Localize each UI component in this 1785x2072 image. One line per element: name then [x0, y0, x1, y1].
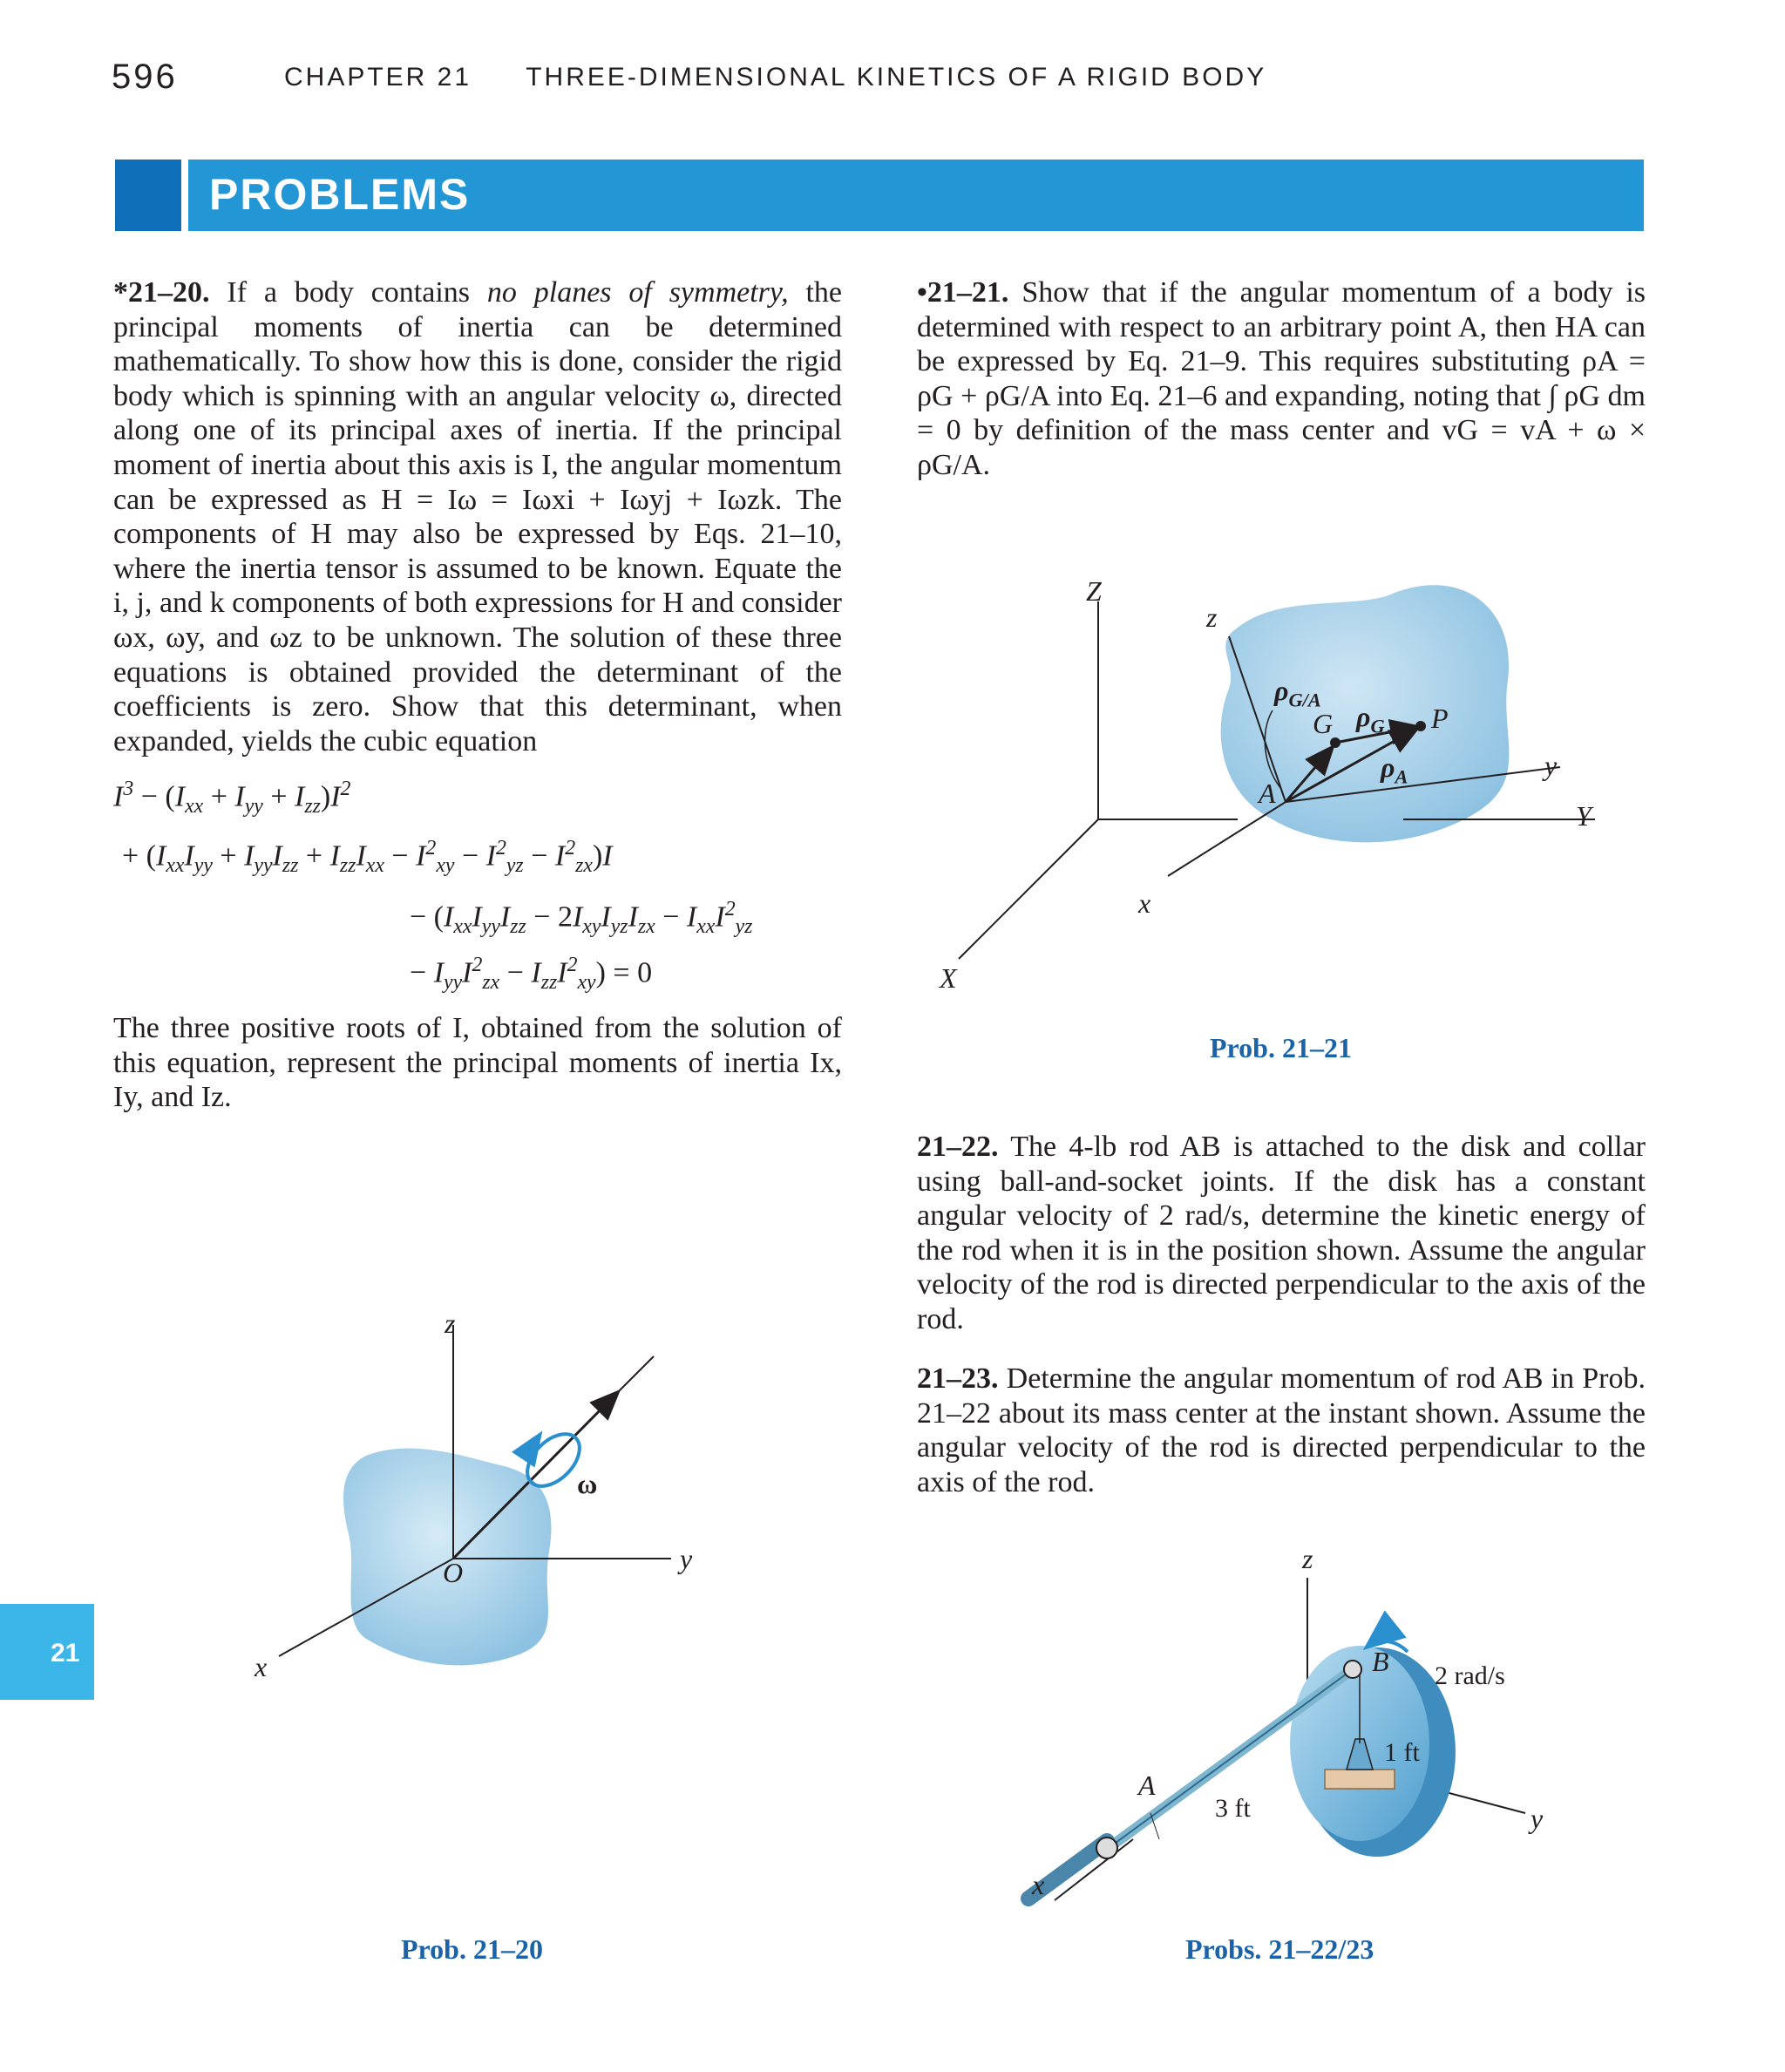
label-y: y — [680, 1543, 693, 1574]
label-z: z — [1302, 1543, 1313, 1574]
problem-text: Show that if the angular momentum of a body is determined with respect to an arbitrary point A, then HA can be expressed by Eq. 21–9. This requires substituting ρA = ρG + ρG/A into Eq. 21–6 and expanding, noting that ∫ ρG dm = 0 by definition of the mass center and vG = vA + ω × ρG/A. — [917, 276, 1646, 481]
problem-number: 21–23. — [917, 1362, 999, 1395]
label-rho-G: $\rho_G$ — [1356, 701, 1385, 737]
running-header — [284, 63, 1266, 92]
cubic-equation-line-2: + $(I_{xx}I_{yy} + I_{yy}I_{zz} + I_{zz}I_{xx} - I^2_{xy} - I^2_{yz} - I^2_{zx})I$ — [122, 837, 613, 878]
problem-number: *21–20. — [113, 276, 210, 309]
label-z: z — [445, 1308, 456, 1339]
problem-21-23 — [917, 1362, 1646, 1499]
label-A: A — [1259, 778, 1276, 809]
figure-21-20 — [261, 1325, 715, 1709]
label-G: G — [1313, 708, 1334, 739]
banner-title: PROBLEMS — [209, 170, 471, 219]
label-Y: Y — [1576, 800, 1592, 832]
problem-text: The 4-lb rod AB is attached to the disk and collar using ball-and-socket joints. If the disk has a constant angular velocity of 2 rad/s, determine the kinetic energy of the rod when it is in the position shown. Assume the angular velocity of the rod is directed perpendicular to the axis of the rod. — [917, 1131, 1646, 1335]
problem-number: •21–21. — [917, 276, 1009, 309]
cubic-equation-line-3: − ($I_{xx}I_{yy}I_{zz} - 2I_{xy}I_{yz}I_{zx} - I_{xx}I^2_{yz}$ — [410, 898, 753, 939]
figure-21-21 — [906, 558, 1673, 1029]
label-rho-G-A: $\rho_{G/A}$ — [1274, 675, 1321, 711]
label-y: y — [1544, 750, 1558, 781]
label-B: B — [1372, 1646, 1389, 1677]
caption-prob-21-21: Prob. 21–21 — [1210, 1032, 1352, 1063]
figure-21-22 — [1011, 1552, 1551, 1918]
label-P: P — [1431, 703, 1449, 734]
problem-text: If a body contains — [227, 276, 471, 309]
chapter-label: CHAPTER 21 — [284, 63, 472, 92]
chapter-side-tab — [0, 1604, 94, 1700]
label-X: X — [940, 962, 957, 994]
label-rod-length: 3 ft — [1215, 1794, 1251, 1823]
label-O: O — [443, 1557, 464, 1588]
chapter-title: THREE-DIMENSIONAL KINETICS OF A RIGID BODY — [526, 63, 1267, 92]
label-omega: ω — [577, 1468, 598, 1499]
label-rho-A: $\rho_A$ — [1381, 751, 1408, 788]
label-A: A — [1138, 1770, 1156, 1801]
problem-21-21 — [917, 275, 1646, 483]
problem-21-20 — [113, 275, 842, 758]
label-disk-radius: 1 ft — [1384, 1738, 1420, 1767]
cubic-equation-line-1: $I^3 - (I_{xx} + I_{yy} + I_{zz})I^2$ — [113, 778, 351, 819]
label-x: x — [1032, 1869, 1045, 1900]
page-number: 596 — [112, 58, 178, 96]
problem-number: 21–22. — [917, 1131, 999, 1163]
label-angular-rate: 2 rad/s — [1435, 1661, 1505, 1690]
problem-emphasis: no planes of symmetry, — [486, 276, 789, 309]
label-y: y — [1530, 1803, 1544, 1834]
banner-square — [115, 160, 181, 231]
caption-prob-21-20: Prob. 21–20 — [401, 1933, 543, 1965]
cubic-equation-line-4: − $I_{yy}I^2_{zx} - I_{zz}I^2_{xy}) = 0$ — [410, 954, 653, 995]
label-x: x — [1138, 887, 1151, 919]
problem-21-22 — [917, 1130, 1646, 1337]
problem-text-body: the principal moments of inertia can be determined mathematically. To show how this is done, consider the rigid body which is spinning with an angular velocity ω, directed along one of its principal axes of inertia. If the principal moment of inertia about this axis is I, the angular momentum can be expressed as H = Iω = Iωxi + Iωyj + Iωzk. The components of H may also be expressed by Eqs. 21–10, where the inertia tensor is assumed to be known. Equate the i, j, and k components of both expressions for H and consider ωx, ωy, and ωz to be unknown. The solution of these three equations is obtained provided the determinant of the coefficients is zero. Show that this determinant, when expanded, yields the cubic equation — [113, 276, 843, 757]
problem-21-20-conclusion: The three positive roots of I, obtained from the solution of this equation, represent the principal moments of inertia Ix, Iy, and Iz. — [113, 1012, 842, 1114]
label-x: x — [255, 1651, 268, 1682]
label-Z: Z — [1086, 575, 1102, 607]
problem-text: Determine the angular momentum of rod AB in Prob. 21–22 about its mass center at the instant shown. Assume the angular velocity of the rod is directed perpendicular to the axis of the rod. — [917, 1362, 1646, 1498]
label-z: z — [1206, 601, 1218, 633]
caption-probs-21-22-23: Probs. 21–22/23 — [1185, 1933, 1374, 1965]
chapter-side-tab-number: 21 — [51, 1639, 80, 1668]
